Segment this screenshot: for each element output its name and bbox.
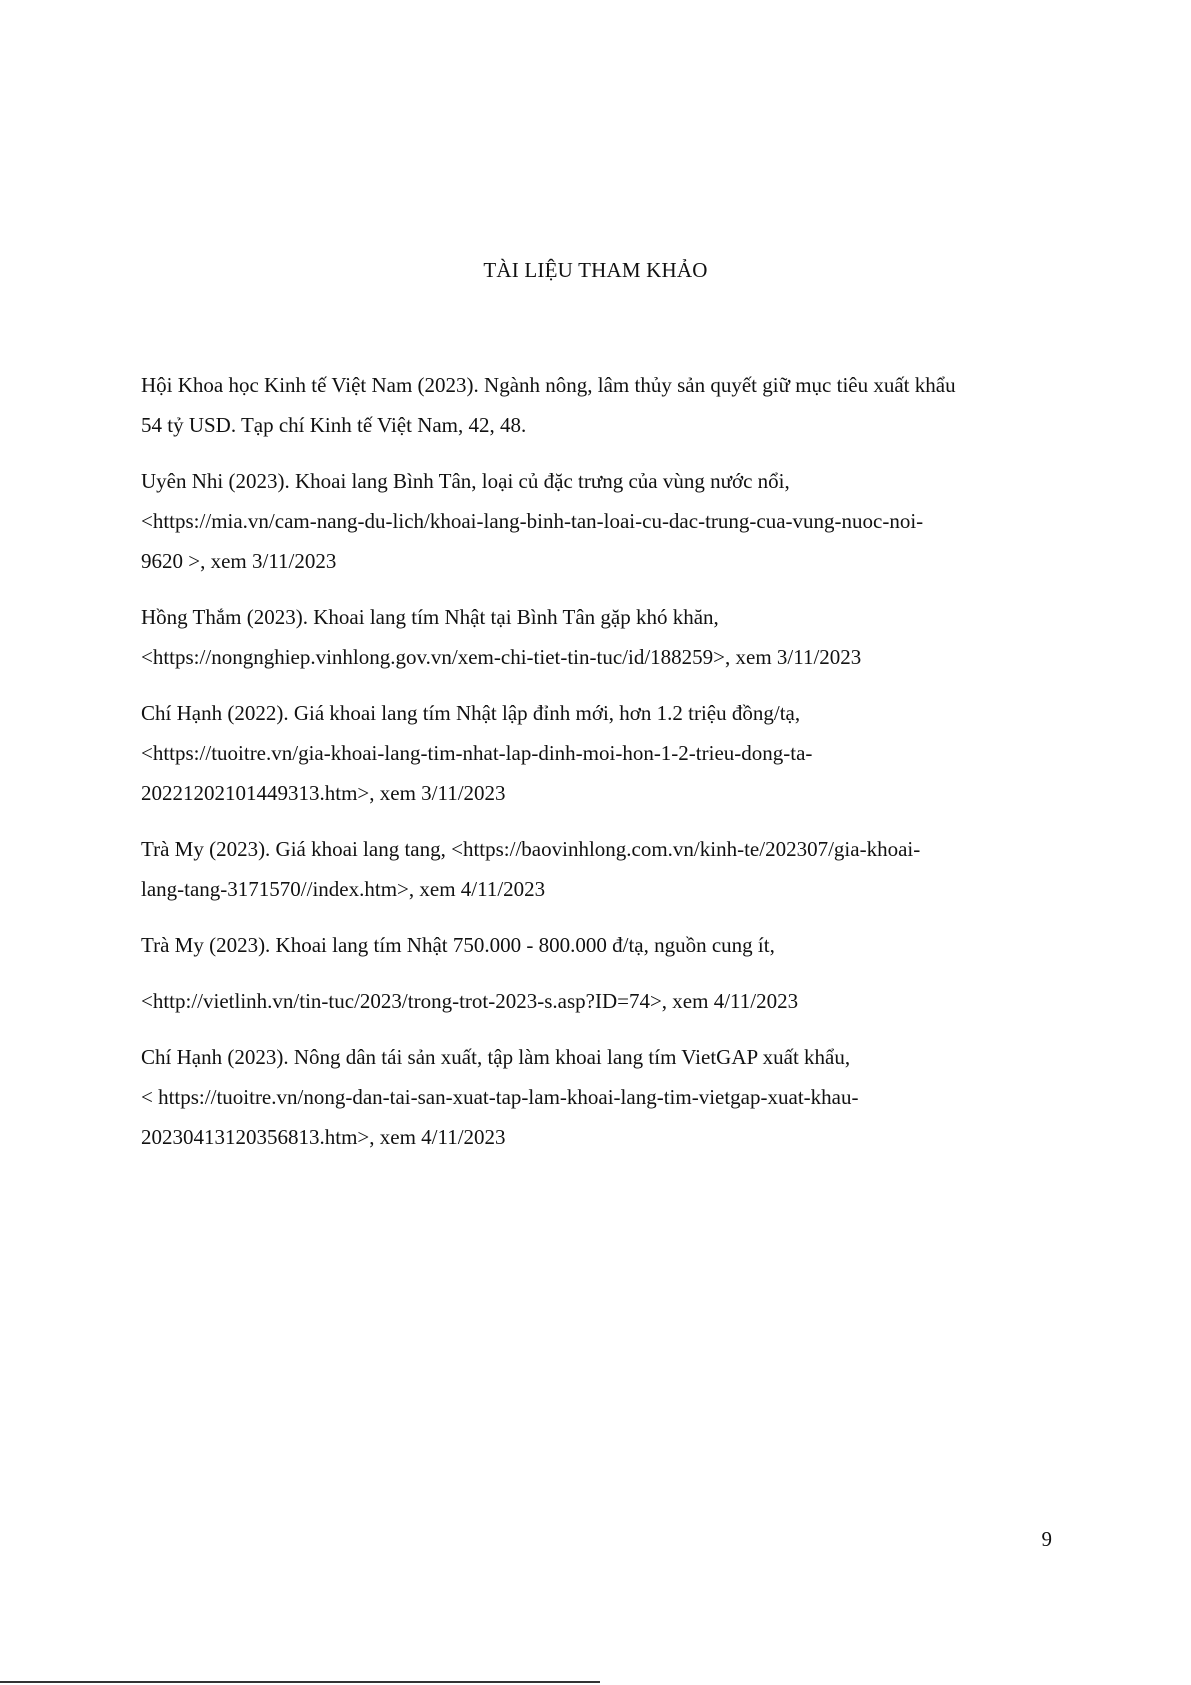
- reference-item: [141, 693, 1071, 813]
- reference-item: [141, 829, 1071, 909]
- reference-list: [141, 365, 1071, 1173]
- reference-item: [141, 365, 1071, 445]
- reference-line: Hội Khoa học Kinh tế Việt Nam (2023). Ngành nông, lâm thủy sản quyết giữ mục tiêu xuất khẩu: [141, 373, 956, 397]
- reference-line: Trà My (2023). Giá khoai lang tang, <https://baovinhlong.com.vn/kinh-te/202307/gia-khoai-: [141, 837, 921, 861]
- reference-line: <http://vietlinh.vn/tin-tuc/2023/trong-trot-2023-s.asp?ID=74>, xem 4/11/2023: [141, 989, 799, 1013]
- reference-item: [141, 461, 1071, 581]
- reference-line: < https://tuoitre.vn/nong-dan-tai-san-xuat-tap-lam-khoai-lang-tim-vietgap-xuat-khau-: [141, 1085, 859, 1109]
- reference-line: Hồng Thắm (2023). Khoai lang tím Nhật tại Bình Tân gặp khó khăn,: [141, 605, 719, 629]
- reference-line: <https://nongnghiep.vinhlong.gov.vn/xem-chi-tiet-tin-tuc/id/188259>, xem 3/11/2023: [141, 645, 862, 669]
- reference-item: [141, 597, 1071, 677]
- reference-line: 54 tỷ USD. Tạp chí Kinh tế Việt Nam, 42, 48.: [141, 413, 527, 437]
- reference-line: Chí Hạnh (2023). Nông dân tái sản xuất, tập làm khoai lang tím VietGAP xuất khẩu,: [141, 1045, 851, 1069]
- reference-line: lang-tang-3171570//index.htm>, xem 4/11/2023: [141, 877, 546, 901]
- reference-line: 9620 >, xem 3/11/2023: [141, 549, 337, 573]
- reference-line: Uyên Nhi (2023). Khoai lang Bình Tân, loại củ đặc trưng của vùng nước nổi,: [141, 469, 790, 493]
- page-bottom-divider: [0, 1681, 600, 1683]
- page-number: 9: [1041, 1527, 1052, 1551]
- reference-item: [141, 1037, 1071, 1157]
- reference-line: <https://mia.vn/cam-nang-du-lich/khoai-lang-binh-tan-loai-cu-dac-trung-cua-vung-nuoc-noi-: [141, 509, 924, 533]
- reference-item: [141, 981, 1071, 1021]
- page-title: TÀI LIỆU THAM KHẢO: [483, 258, 708, 282]
- reference-line: 20221202101449313.htm>, xem 3/11/2023: [141, 781, 506, 805]
- reference-line: <https://tuoitre.vn/gia-khoai-lang-tim-nhat-lap-dinh-moi-hon-1-2-trieu-dong-ta-: [141, 741, 813, 765]
- reference-item: [141, 925, 1071, 965]
- reference-line: 20230413120356813.htm>, xem 4/11/2023: [141, 1125, 506, 1149]
- reference-line: Trà My (2023). Khoai lang tím Nhật 750.000 - 800.000 đ/tạ, nguồn cung ít,: [141, 933, 775, 957]
- reference-line: Chí Hạnh (2022). Giá khoai lang tím Nhật lập đỉnh mới, hơn 1.2 triệu đồng/tạ,: [141, 701, 801, 725]
